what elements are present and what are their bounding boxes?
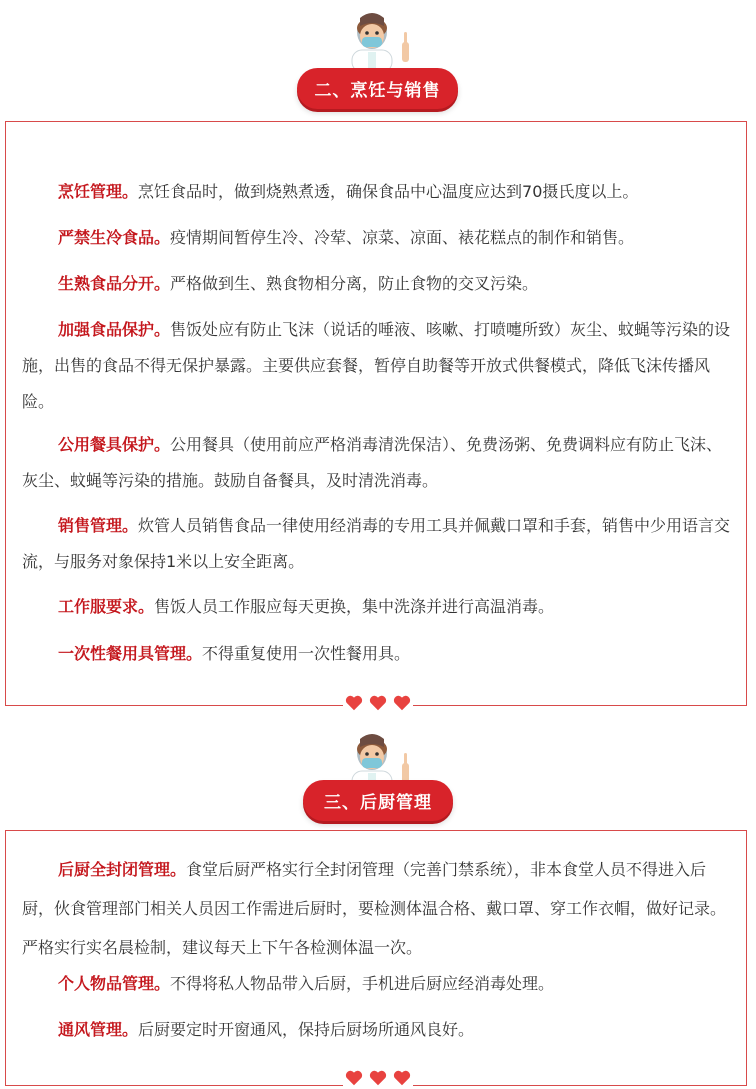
paragraph-heading: 通风管理。 bbox=[58, 1020, 139, 1039]
section-3-title-badge bbox=[303, 780, 453, 821]
paragraph-text: 售饭人员工作服应每天更换，集中洗涤并进行高温消毒。 bbox=[154, 597, 555, 616]
heart-icon bbox=[345, 694, 363, 712]
paragraph-cooking bbox=[22, 174, 734, 210]
paragraph-heading: 销售管理。 bbox=[58, 516, 139, 535]
paragraph-closed-kitchen bbox=[22, 850, 734, 967]
paragraph-heading: 个人物品管理。 bbox=[58, 974, 171, 993]
section-3-title: 三、后厨管理 bbox=[324, 793, 432, 813]
paragraph-heading: 公用餐具保护。 bbox=[58, 435, 171, 454]
paragraph-heading: 工作服要求。 bbox=[58, 597, 155, 616]
paragraph-raw-cooked bbox=[22, 266, 734, 302]
paragraph-text: 后厨要定时开窗通风，保持后厨场所通风良好。 bbox=[138, 1020, 475, 1039]
paragraph-heading: 生熟食品分开。 bbox=[58, 274, 171, 293]
paragraph-heading: 加强食品保护。 bbox=[58, 320, 171, 339]
paragraph-heading: 烹饪管理。 bbox=[58, 182, 139, 201]
paragraph-sales bbox=[22, 508, 734, 580]
section-2-title-badge bbox=[297, 68, 458, 109]
paragraph-tableware bbox=[22, 427, 734, 499]
paragraph-text: 食堂后厨严格实行全封闭管理（完善门禁系统），非本食堂人员不得进入后厨，伙食管理部门相关人员因工作需进后厨时，要检测体温合格、戴口罩、穿工作衣帽，做好记录。严格实行实名晨检制，建议每天上下午各检测体温一次。 bbox=[22, 860, 727, 957]
paragraph-heading: 后厨全封闭管理。 bbox=[58, 860, 187, 879]
paragraph-disposable bbox=[22, 636, 734, 672]
paragraph-text: 严格做到生、熟食物相分离，防止食物的交叉污染。 bbox=[170, 274, 539, 293]
paragraph-no-cold-food bbox=[22, 220, 734, 256]
doctor-mascot-icon bbox=[350, 8, 420, 70]
paragraph-ventilation bbox=[22, 1012, 734, 1048]
heart-icon bbox=[369, 694, 387, 712]
section-2-title: 二、烹饪与销售 bbox=[314, 81, 441, 101]
paragraph-text: 疫情期间暂停生冷、冷荤、凉菜、凉面、裱花糕点的制作和销售。 bbox=[170, 228, 635, 247]
hearts-divider bbox=[343, 694, 413, 714]
heart-icon bbox=[369, 1069, 387, 1087]
paragraph-text: 炊管人员销售食品一律使用经消毒的专用工具并佩戴口罩和手套，销售中少用语言交流，与服务对象保持1米以上安全距离。 bbox=[22, 516, 731, 571]
paragraph-food-protection bbox=[22, 312, 734, 420]
section-3-header bbox=[0, 721, 756, 841]
paragraph-text: 不得重复使用一次性餐用具。 bbox=[202, 644, 411, 663]
paragraph-text: 不得将私人物品带入后厨，手机进后厨应经消毒处理。 bbox=[170, 974, 555, 993]
paragraph-uniform bbox=[22, 589, 734, 625]
section-2-header bbox=[0, 0, 756, 120]
heart-icon bbox=[393, 1069, 411, 1087]
heart-icon bbox=[393, 694, 411, 712]
paragraph-personal-items bbox=[22, 966, 734, 1002]
hearts-divider bbox=[343, 1069, 413, 1089]
paragraph-heading: 严禁生冷食品。 bbox=[58, 228, 171, 247]
paragraph-heading: 一次性餐用具管理。 bbox=[58, 644, 203, 663]
paragraph-text: 公用餐具（使用前应严格消毒清洗保洁）、免费汤粥、免费调料应有防止飞沫、灰尘、蚊蝇等污染的措施。鼓励自备餐具，及时清洗消毒。 bbox=[22, 435, 723, 490]
paragraph-text: 售饭处应有防止飞沫（说话的唾液、咳嗽、打喷嚏所致）灰尘、蚊蝇等污染的设施，出售的食品不得无保护暴露。主要供应套餐，暂停自助餐等开放式供餐模式，降低飞沫传播风险。 bbox=[22, 320, 731, 411]
heart-icon bbox=[345, 1069, 363, 1087]
paragraph-text: 烹饪食品时，做到烧熟煮透，确保食品中心温度应达到70摄氏度以上。 bbox=[138, 182, 639, 201]
